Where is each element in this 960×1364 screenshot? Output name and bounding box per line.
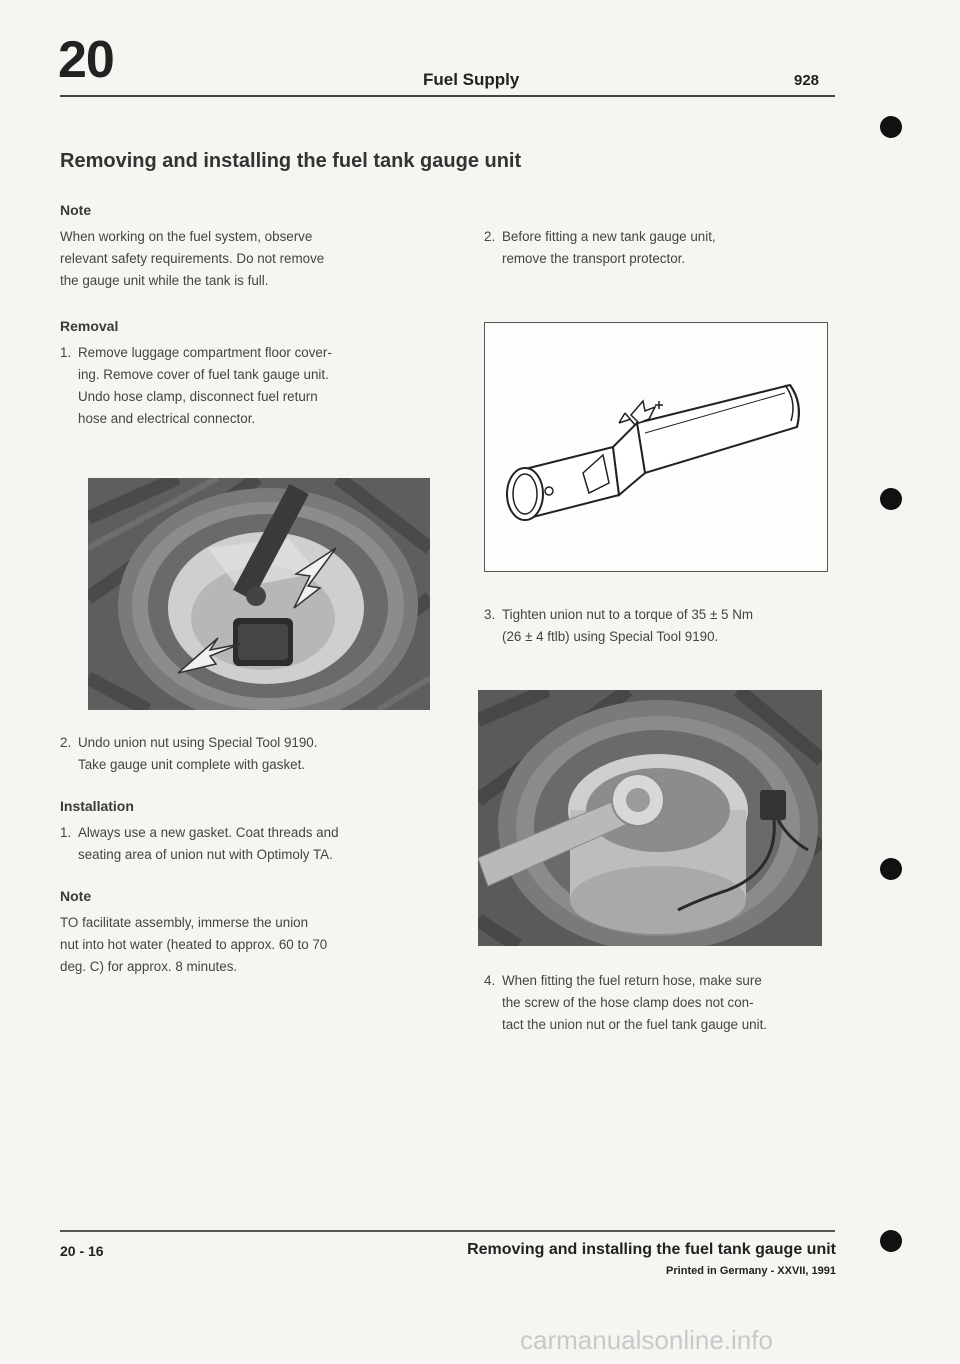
note-heading-2: Note xyxy=(60,888,92,904)
photo-tightening-union-nut xyxy=(478,690,822,946)
watermark: carmanualsonline.info xyxy=(520,1325,773,1355)
note-heading: Note xyxy=(60,202,92,218)
install-step-1: 1. Always use a new gasket. Coat threads and seating area of union nut with Optimoly TA. xyxy=(60,825,339,862)
footer-rule xyxy=(60,1230,835,1232)
installation-heading: Installation xyxy=(60,798,134,814)
section-title: Fuel Supply xyxy=(423,70,520,89)
binder-hole xyxy=(880,1230,902,1252)
footer-title: Removing and installing the fuel tank gauge unit xyxy=(467,1241,836,1258)
right-step-2: 2. Before fitting a new tank gauge unit, remove the transport protector. xyxy=(484,229,716,266)
printed-info: Printed in Germany - XXVII, 1991 xyxy=(666,1265,836,1277)
binder-hole xyxy=(880,858,902,880)
right-step-4: 4. When fitting the fuel return hose, make sure the screw of the hose clamp does not con- tact the union nut or the fuel tank gauge unit. xyxy=(484,973,768,1032)
binder-hole xyxy=(880,116,902,138)
binder-hole xyxy=(880,488,902,510)
photo-gauge-unit-in-tank xyxy=(88,478,430,710)
chapter-number: 20 xyxy=(58,31,114,89)
page-title: Removing and installing the fuel tank gauge unit xyxy=(60,150,522,172)
header-rule xyxy=(60,95,835,97)
page-number: 20 - 16 xyxy=(60,1243,104,1259)
removal-step-2: 2. Undo union nut using Special Tool 9190. Take gauge unit complete with gasket. xyxy=(60,735,318,772)
removal-heading: Removal xyxy=(60,318,119,334)
model-number: 928 xyxy=(794,72,820,89)
note-text: When working on the fuel system, observe relevant safety requirements. Do not remove the gauge unit while the tank is full. xyxy=(60,229,325,288)
removal-step-1: 1. Remove luggage compartment floor cover- ing. Remove cover of fuel tank gauge unit. Undo hose clamp, disconnect fuel return hose and electrical connector. xyxy=(60,345,332,426)
right-step-3: 3. Tighten union nut to a torque of 35 ± 5 Nm (26 ± 4 ftlb) using Special Tool 9190. xyxy=(484,607,754,644)
note-text-2: TO facilitate assembly, immerse the union nut into hot water (heated to approx. 60 to 70 deg. C) for approx. 8 minutes. xyxy=(60,915,328,974)
diagram-transport-protector xyxy=(484,322,828,572)
